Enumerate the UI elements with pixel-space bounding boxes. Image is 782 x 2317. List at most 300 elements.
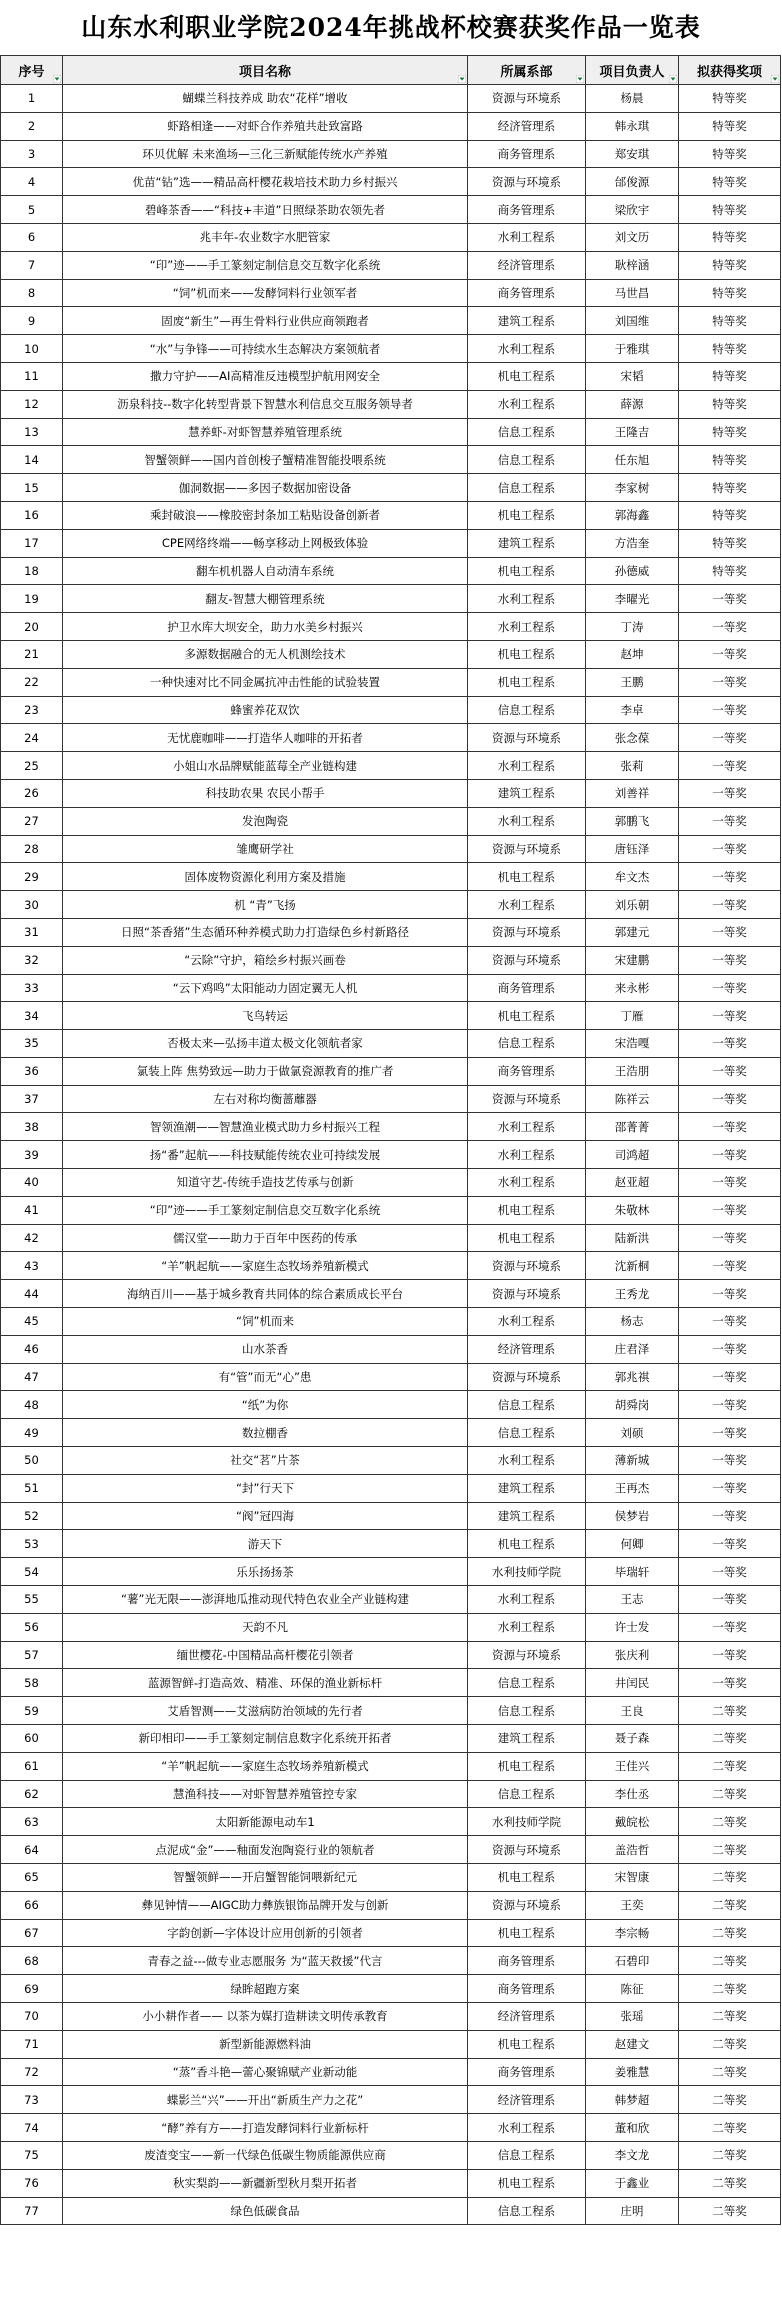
row-index: 43 xyxy=(1,1252,63,1280)
project-leader: 马世昌 xyxy=(586,279,679,307)
project-name: 太阳新能源电动车1 xyxy=(63,1808,468,1836)
award-level: 二等奖 xyxy=(679,1975,781,2003)
row-index: 55 xyxy=(1,1586,63,1614)
row-index: 13 xyxy=(1,418,63,446)
department: 经济管理系 xyxy=(468,2086,586,2114)
table-row xyxy=(1,501,781,529)
project-name: 护卫水库大坝安全，助力水美乡村振兴 xyxy=(63,613,468,641)
project-name: 社交“茗”片茶 xyxy=(63,1447,468,1475)
table-row xyxy=(1,418,781,446)
project-leader: 庄明 xyxy=(586,2197,679,2225)
project-name: 缅世樱花-中国精品高杆樱花引领者 xyxy=(63,1641,468,1669)
department: 信息工程系 xyxy=(468,1391,586,1419)
row-index: 36 xyxy=(1,1057,63,1085)
department: 商务管理系 xyxy=(468,1057,586,1085)
row-index: 38 xyxy=(1,1113,63,1141)
project-name: 新印相印——手工篆刻定制信息数字化系统开拓者 xyxy=(63,1725,468,1753)
award-level: 二等奖 xyxy=(679,2169,781,2197)
project-name: 虾路相逢——对虾合作养殖共赴致富路 xyxy=(63,112,468,140)
award-level: 一等奖 xyxy=(679,1419,781,1447)
row-index: 21 xyxy=(1,640,63,668)
row-index: 72 xyxy=(1,2058,63,2086)
award-level: 特等奖 xyxy=(679,362,781,390)
department: 水利工程系 xyxy=(468,2114,586,2142)
award-level: 二等奖 xyxy=(679,2058,781,2086)
table-row xyxy=(1,1113,781,1141)
department: 机电工程系 xyxy=(468,1752,586,1780)
department: 资源与环境系 xyxy=(468,918,586,946)
project-leader: 韩梦超 xyxy=(586,2086,679,2114)
table-body xyxy=(1,85,781,2225)
award-level: 一等奖 xyxy=(679,1335,781,1363)
department: 资源与环境系 xyxy=(468,1252,586,1280)
table-row xyxy=(1,140,781,168)
award-level: 特等奖 xyxy=(679,279,781,307)
award-level: 二等奖 xyxy=(679,2030,781,2058)
award-level: 二等奖 xyxy=(679,1752,781,1780)
department: 资源与环境系 xyxy=(468,1363,586,1391)
table-row xyxy=(1,2002,781,2030)
project-leader: 郭兆祺 xyxy=(586,1363,679,1391)
row-index: 71 xyxy=(1,2030,63,2058)
table-row xyxy=(1,1002,781,1030)
project-leader: 郑安琪 xyxy=(586,140,679,168)
department: 水利工程系 xyxy=(468,807,586,835)
table-row xyxy=(1,1196,781,1224)
department: 建筑工程系 xyxy=(468,779,586,807)
department: 机电工程系 xyxy=(468,863,586,891)
project-leader: 丁雁 xyxy=(586,1002,679,1030)
filter-dropdown-icon[interactable] xyxy=(458,75,466,83)
project-leader: 宋建鹏 xyxy=(586,946,679,974)
row-index: 60 xyxy=(1,1725,63,1753)
row-index: 65 xyxy=(1,1864,63,1892)
award-level: 一等奖 xyxy=(679,1169,781,1197)
award-level: 特等奖 xyxy=(679,335,781,363)
project-leader: 许士发 xyxy=(586,1613,679,1641)
department: 水利技师学院 xyxy=(468,1558,586,1586)
row-index: 33 xyxy=(1,974,63,1002)
project-leader: 方浩奎 xyxy=(586,529,679,557)
department: 信息工程系 xyxy=(468,696,586,724)
row-index: 66 xyxy=(1,1891,63,1919)
project-name: 雏鹰研学社 xyxy=(63,835,468,863)
row-index: 46 xyxy=(1,1335,63,1363)
project-name: 新型新能源燃料油 xyxy=(63,2030,468,2058)
col-header-dept[interactable] xyxy=(468,56,586,85)
project-name: 小姐山水品牌赋能蓝莓全产业链构建 xyxy=(63,752,468,780)
table-row xyxy=(1,1252,781,1280)
award-level: 一等奖 xyxy=(679,585,781,613)
project-leader: 于鑫业 xyxy=(586,2169,679,2197)
award-level: 一等奖 xyxy=(679,863,781,891)
project-name: “饲”机而来——发酵饲料行业领军者 xyxy=(63,279,468,307)
project-name: 左右对称均衡蔷蘼器 xyxy=(63,1085,468,1113)
department: 机电工程系 xyxy=(468,1919,586,1947)
department: 机电工程系 xyxy=(468,1864,586,1892)
table-row xyxy=(1,1335,781,1363)
award-level: 一等奖 xyxy=(679,1280,781,1308)
project-name: 乐乐扬扬茶 xyxy=(63,1558,468,1586)
row-index: 49 xyxy=(1,1419,63,1447)
project-leader: 来永彬 xyxy=(586,974,679,1002)
department: 机电工程系 xyxy=(468,501,586,529)
table-row xyxy=(1,1891,781,1919)
row-index: 7 xyxy=(1,251,63,279)
project-leader: 耿梓涵 xyxy=(586,251,679,279)
project-name: 秋实梨韵——新疆新型秋月梨开拓者 xyxy=(63,2169,468,2197)
department: 机电工程系 xyxy=(468,1196,586,1224)
award-level: 二等奖 xyxy=(679,2141,781,2169)
row-index: 22 xyxy=(1,668,63,696)
table-row xyxy=(1,1308,781,1336)
department: 机电工程系 xyxy=(468,1224,586,1252)
project-leader: 刘乐朝 xyxy=(586,891,679,919)
award-level: 特等奖 xyxy=(679,168,781,196)
project-name: 智蟹领鲜——开启蟹智能饲喂新纪元 xyxy=(63,1864,468,1892)
row-index: 58 xyxy=(1,1669,63,1697)
project-leader: 张莉 xyxy=(586,752,679,780)
row-index: 26 xyxy=(1,779,63,807)
department: 资源与环境系 xyxy=(468,1836,586,1864)
row-index: 31 xyxy=(1,918,63,946)
col-header-leader[interactable] xyxy=(586,56,679,85)
table-row xyxy=(1,863,781,891)
project-name: “云除”守护，箱绘乡村振兴画卷 xyxy=(63,946,468,974)
project-leader: 薄新城 xyxy=(586,1447,679,1475)
table-row xyxy=(1,668,781,696)
department: 商务管理系 xyxy=(468,279,586,307)
row-index: 44 xyxy=(1,1280,63,1308)
award-level: 一等奖 xyxy=(679,891,781,919)
award-level: 二等奖 xyxy=(679,2002,781,2030)
table-row xyxy=(1,474,781,502)
department: 机电工程系 xyxy=(468,640,586,668)
department: 机电工程系 xyxy=(468,362,586,390)
department: 机电工程系 xyxy=(468,2169,586,2197)
department: 信息工程系 xyxy=(468,1780,586,1808)
award-level: 一等奖 xyxy=(679,1030,781,1058)
award-level: 特等奖 xyxy=(679,85,781,113)
table-row xyxy=(1,2086,781,2114)
project-name: 绿色低碳食品 xyxy=(63,2197,468,2225)
project-leader: 郭海鑫 xyxy=(586,501,679,529)
award-level: 特等奖 xyxy=(679,501,781,529)
department: 信息工程系 xyxy=(468,2197,586,2225)
award-level: 二等奖 xyxy=(679,2197,781,2225)
award-level: 一等奖 xyxy=(679,1613,781,1641)
award-level: 一等奖 xyxy=(679,1196,781,1224)
table-row xyxy=(1,1669,781,1697)
department: 信息工程系 xyxy=(468,446,586,474)
filter-dropdown-icon[interactable] xyxy=(771,75,779,83)
table-row xyxy=(1,279,781,307)
table-row xyxy=(1,946,781,974)
project-leader: 王佳兴 xyxy=(586,1752,679,1780)
row-index: 3 xyxy=(1,140,63,168)
award-level: 特等奖 xyxy=(679,418,781,446)
award-level: 一等奖 xyxy=(679,1447,781,1475)
department: 水利工程系 xyxy=(468,613,586,641)
project-name: 兆丰年-农业数字水肥管家 xyxy=(63,223,468,251)
project-name: “薯”光无限——澎湃地瓜推动现代特色农业全产业链构建 xyxy=(63,1586,468,1614)
project-leader: 王志 xyxy=(586,1586,679,1614)
project-leader: 董和欣 xyxy=(586,2114,679,2142)
project-leader: 朱敬林 xyxy=(586,1196,679,1224)
project-name: 绿眸超跑方案 xyxy=(63,1975,468,2003)
table-row xyxy=(1,251,781,279)
award-level: 特等奖 xyxy=(679,474,781,502)
department: 水利工程系 xyxy=(468,1169,586,1197)
row-index: 1 xyxy=(1,85,63,113)
table-row xyxy=(1,1975,781,2003)
filter-dropdown-icon[interactable] xyxy=(669,75,677,83)
project-name: 慧渔科技——对虾智慧养殖管控专家 xyxy=(63,1780,468,1808)
project-leader: 陆新洪 xyxy=(586,1224,679,1252)
table-row xyxy=(1,1419,781,1447)
col-header-index[interactable] xyxy=(1,56,63,85)
project-name: 飞鸟转运 xyxy=(63,1002,468,1030)
award-level: 一等奖 xyxy=(679,613,781,641)
table-row xyxy=(1,2141,781,2169)
row-index: 15 xyxy=(1,474,63,502)
row-index: 63 xyxy=(1,1808,63,1836)
row-index: 14 xyxy=(1,446,63,474)
table-row xyxy=(1,974,781,1002)
project-leader: 王秀龙 xyxy=(586,1280,679,1308)
project-name: 智领渔潮——智慧渔业模式助力乡村振兴工程 xyxy=(63,1113,468,1141)
project-name: 乘封破浪——橡胶密封条加工粘贴设备创新者 xyxy=(63,501,468,529)
award-level: 特等奖 xyxy=(679,223,781,251)
award-level: 一等奖 xyxy=(679,1363,781,1391)
department: 经济管理系 xyxy=(468,251,586,279)
filter-dropdown-icon[interactable] xyxy=(53,75,61,83)
department: 商务管理系 xyxy=(468,196,586,224)
project-leader: 张瑶 xyxy=(586,2002,679,2030)
project-name: 游天下 xyxy=(63,1530,468,1558)
table-row xyxy=(1,1725,781,1753)
department: 信息工程系 xyxy=(468,1697,586,1725)
project-leader: 李卓 xyxy=(586,696,679,724)
award-level: 一等奖 xyxy=(679,1308,781,1336)
project-leader: 毕瑞轩 xyxy=(586,1558,679,1586)
project-name: 点泥成“金”——釉面发泡陶瓷行业的领航者 xyxy=(63,1836,468,1864)
project-leader: 杨晨 xyxy=(586,85,679,113)
table-row xyxy=(1,168,781,196)
table-row xyxy=(1,112,781,140)
table-row xyxy=(1,307,781,335)
header-label: 项目负责人 xyxy=(599,64,665,80)
award-level: 一等奖 xyxy=(679,1002,781,1030)
project-leader: 任东旭 xyxy=(586,446,679,474)
award-level: 二等奖 xyxy=(679,1780,781,1808)
project-name: 无忧鹿咖啡——打造华人咖啡的开拓者 xyxy=(63,724,468,752)
department: 信息工程系 xyxy=(468,1030,586,1058)
table-row xyxy=(1,1780,781,1808)
row-index: 29 xyxy=(1,863,63,891)
project-name: 山水茶香 xyxy=(63,1335,468,1363)
award-level: 特等奖 xyxy=(679,112,781,140)
table-row xyxy=(1,835,781,863)
award-level: 一等奖 xyxy=(679,1641,781,1669)
project-leader: 李仕丞 xyxy=(586,1780,679,1808)
award-level: 二等奖 xyxy=(679,1947,781,1975)
award-level: 二等奖 xyxy=(679,1919,781,1947)
award-level: 一等奖 xyxy=(679,1224,781,1252)
project-name: “印”迹——手工篆刻定制信息交互数字化系统 xyxy=(63,251,468,279)
header-label: 项目名称 xyxy=(238,64,291,80)
row-index: 67 xyxy=(1,1919,63,1947)
table-row xyxy=(1,446,781,474)
project-name: CPE网络终端——畅享移动上网极致体验 xyxy=(63,529,468,557)
department: 商务管理系 xyxy=(468,2058,586,2086)
table-row xyxy=(1,529,781,557)
table-row xyxy=(1,1558,781,1586)
department: 水利工程系 xyxy=(468,223,586,251)
department: 资源与环境系 xyxy=(468,168,586,196)
award-level: 特等奖 xyxy=(679,446,781,474)
project-leader: 王奕 xyxy=(586,1891,679,1919)
project-name: 小小耕作者—— 以茶为媒打造耕读文明传承教育 xyxy=(63,2002,468,2030)
row-index: 11 xyxy=(1,362,63,390)
row-index: 48 xyxy=(1,1391,63,1419)
table-row xyxy=(1,362,781,390)
row-index: 19 xyxy=(1,585,63,613)
project-name: 数拉棚香 xyxy=(63,1419,468,1447)
project-name: “饲”机而来 xyxy=(63,1308,468,1336)
col-header-award[interactable] xyxy=(679,56,781,85)
row-index: 6 xyxy=(1,223,63,251)
table-row xyxy=(1,724,781,752)
project-name: 氯装上阵 焦势致远—助力于做氯瓷源教育的推广者 xyxy=(63,1057,468,1085)
project-name: “羊”帆起航——家庭生态牧场养殖新模式 xyxy=(63,1252,468,1280)
table-row xyxy=(1,2169,781,2197)
project-leader: 丁涛 xyxy=(586,613,679,641)
project-name: 翻友-智慧大棚管理系统 xyxy=(63,585,468,613)
row-index: 73 xyxy=(1,2086,63,2114)
award-level: 二等奖 xyxy=(679,2086,781,2114)
filter-dropdown-icon[interactable] xyxy=(576,75,584,83)
project-name: 艾盾智测——艾滋病防治领域的先行者 xyxy=(63,1697,468,1725)
project-leader: 何卿 xyxy=(586,1530,679,1558)
table-row xyxy=(1,1836,781,1864)
project-leader: 宋韬 xyxy=(586,362,679,390)
table-row xyxy=(1,640,781,668)
department: 经济管理系 xyxy=(468,1335,586,1363)
project-leader: 戴皖松 xyxy=(586,1808,679,1836)
project-name: 蜂蜜养花双饮 xyxy=(63,696,468,724)
table-row xyxy=(1,1280,781,1308)
award-level: 一等奖 xyxy=(679,1391,781,1419)
award-level: 一等奖 xyxy=(679,974,781,1002)
award-level: 特等奖 xyxy=(679,390,781,418)
project-leader: 张庆利 xyxy=(586,1641,679,1669)
row-index: 23 xyxy=(1,696,63,724)
department: 信息工程系 xyxy=(468,1669,586,1697)
row-index: 76 xyxy=(1,2169,63,2197)
table-row xyxy=(1,1363,781,1391)
row-index: 32 xyxy=(1,946,63,974)
project-leader: 李文龙 xyxy=(586,2141,679,2169)
department: 机电工程系 xyxy=(468,557,586,585)
award-level: 一等奖 xyxy=(679,918,781,946)
row-index: 34 xyxy=(1,1002,63,1030)
project-name: 青春之益---做专业志愿服务 为“蓝天救援”代言 xyxy=(63,1947,468,1975)
award-level: 二等奖 xyxy=(679,2114,781,2142)
project-name: 儒汉堂——助力于百年中医药的传承 xyxy=(63,1224,468,1252)
project-leader: 郭建元 xyxy=(586,918,679,946)
row-index: 20 xyxy=(1,613,63,641)
row-index: 62 xyxy=(1,1780,63,1808)
department: 信息工程系 xyxy=(468,1419,586,1447)
project-leader: 李宗畅 xyxy=(586,1919,679,1947)
department: 水利工程系 xyxy=(468,752,586,780)
award-level: 一等奖 xyxy=(679,668,781,696)
award-level: 一等奖 xyxy=(679,752,781,780)
project-leader: 侯梦岩 xyxy=(586,1502,679,1530)
award-level: 一等奖 xyxy=(679,1252,781,1280)
awards-table xyxy=(0,55,781,2225)
project-leader: 唐钰泽 xyxy=(586,835,679,863)
department: 建筑工程系 xyxy=(468,1502,586,1530)
project-leader: 郭鹏飞 xyxy=(586,807,679,835)
project-name: “纸”为你 xyxy=(63,1391,468,1419)
award-level: 二等奖 xyxy=(679,1864,781,1892)
award-level: 特等奖 xyxy=(679,251,781,279)
project-leader: 牟文杰 xyxy=(586,863,679,891)
table-row xyxy=(1,335,781,363)
row-index: 37 xyxy=(1,1085,63,1113)
row-index: 39 xyxy=(1,1141,63,1169)
department: 水利工程系 xyxy=(468,585,586,613)
project-name: 废渣变宝——新一代绿色低碳生物质能源供应商 xyxy=(63,2141,468,2169)
department: 建筑工程系 xyxy=(468,307,586,335)
row-index: 10 xyxy=(1,335,63,363)
project-leader: 沈新桐 xyxy=(586,1252,679,1280)
project-leader: 司鸿超 xyxy=(586,1141,679,1169)
project-leader: 邰俊源 xyxy=(586,168,679,196)
award-level: 特等奖 xyxy=(679,307,781,335)
award-level: 二等奖 xyxy=(679,1697,781,1725)
col-header-project[interactable] xyxy=(63,56,468,85)
award-level: 一等奖 xyxy=(679,1141,781,1169)
project-leader: 王浩朋 xyxy=(586,1057,679,1085)
row-index: 41 xyxy=(1,1196,63,1224)
project-name: 蝴蝶兰科技养成 助农“花样”增收 xyxy=(63,85,468,113)
table-row xyxy=(1,752,781,780)
table-row xyxy=(1,2197,781,2225)
project-leader: 陈征 xyxy=(586,1975,679,2003)
table-row xyxy=(1,891,781,919)
award-level: 一等奖 xyxy=(679,724,781,752)
project-leader: 孙德威 xyxy=(586,557,679,585)
table-row xyxy=(1,1141,781,1169)
project-name: 知道守艺-传统手造技艺传承与创新 xyxy=(63,1169,468,1197)
department: 信息工程系 xyxy=(468,474,586,502)
table-row xyxy=(1,2114,781,2142)
project-leader: 聂子森 xyxy=(586,1725,679,1753)
table-row xyxy=(1,1697,781,1725)
project-leader: 张念葆 xyxy=(586,724,679,752)
department: 建筑工程系 xyxy=(468,529,586,557)
department: 信息工程系 xyxy=(468,418,586,446)
project-name: 有“管”而无“心”患 xyxy=(63,1363,468,1391)
row-index: 8 xyxy=(1,279,63,307)
table-row xyxy=(1,196,781,224)
department: 资源与环境系 xyxy=(468,946,586,974)
award-level: 一等奖 xyxy=(679,1113,781,1141)
department: 水利技师学院 xyxy=(468,1808,586,1836)
